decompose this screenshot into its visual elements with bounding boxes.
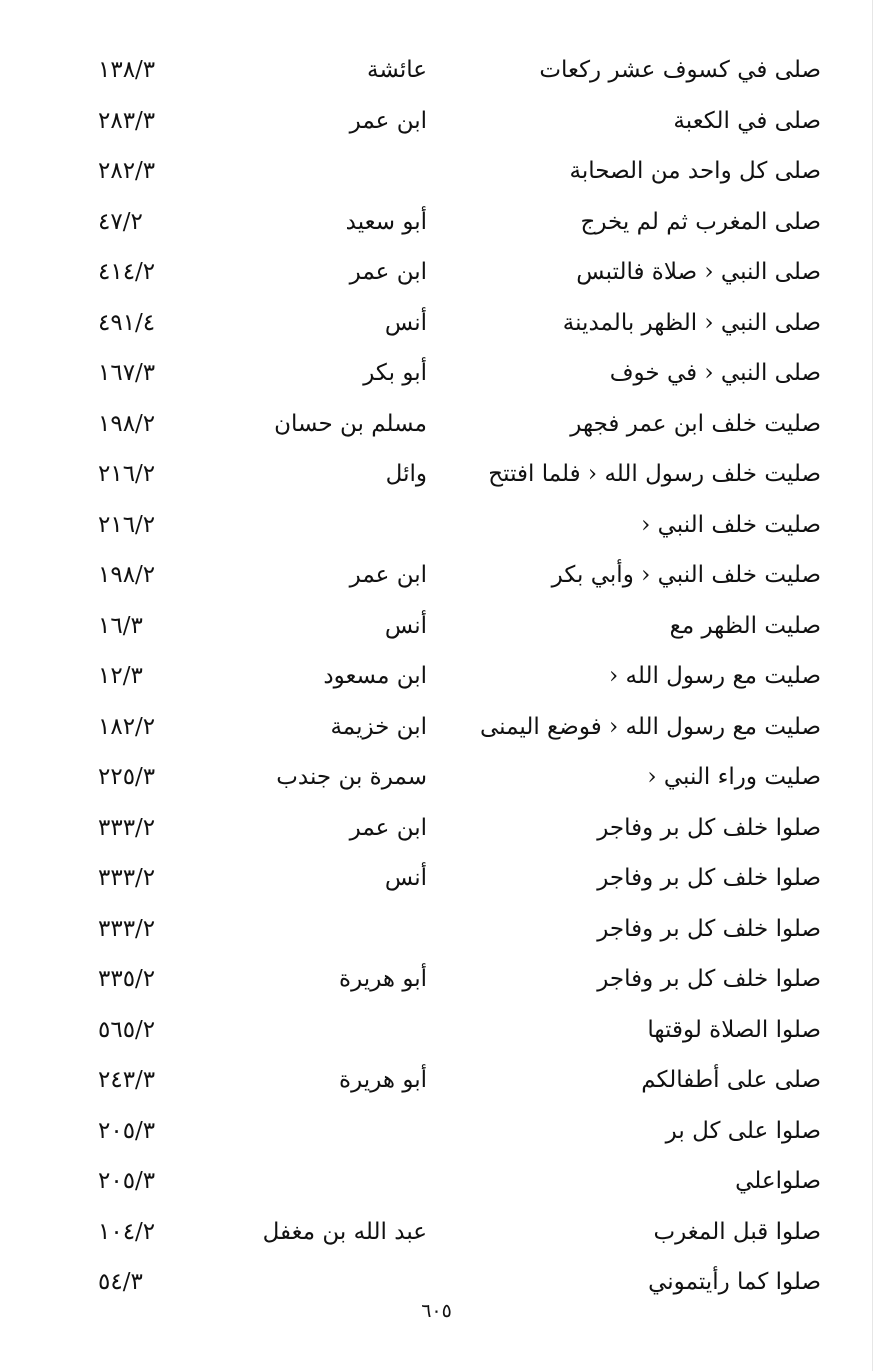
table-row bbox=[0, 1156, 873, 1207]
hadith-phrase: صلى في الكعبة bbox=[673, 107, 821, 134]
volume-page-reference: ٢٤٣/٣ bbox=[98, 1067, 156, 1093]
table-row bbox=[0, 702, 873, 753]
narrator-name: أبو هريرة bbox=[339, 966, 427, 992]
narrator-name: ابن عمر bbox=[349, 562, 427, 588]
volume-page-reference: ١٦٧/٣ bbox=[98, 360, 156, 386]
hadith-phrase: صلواعلي bbox=[735, 1168, 821, 1194]
volume-page-reference: ٢١٦/٢ bbox=[98, 461, 156, 487]
hadith-phrase: صلى النبي ‹ الظهر بالمدينة bbox=[562, 309, 821, 336]
table-row bbox=[0, 45, 873, 96]
volume-page-reference: ١٩٨/٢ bbox=[98, 562, 156, 588]
narrator-name bbox=[257, 1156, 427, 1207]
hadith-phrase: صلوا خلف كل بر وفاجر bbox=[597, 865, 821, 891]
narrator-name: ابن خزيمة bbox=[330, 713, 427, 740]
table-row bbox=[0, 146, 873, 197]
narrator-name: أنس bbox=[384, 865, 427, 891]
volume-page-reference: ٣٣٥/٢ bbox=[98, 966, 156, 992]
volume-page-reference: ٣٣٣/٢ bbox=[98, 915, 156, 942]
hadith-phrase: صلوا الصلاة لوقتها bbox=[647, 1016, 821, 1043]
table-row bbox=[0, 298, 873, 349]
hadith-phrase: صليت خلف ابن عمر فجهر bbox=[570, 410, 821, 437]
narrator-name bbox=[257, 904, 427, 955]
hadith-phrase: صلوا خلف كل بر وفاجر bbox=[597, 915, 821, 942]
hadith-phrase: صلى النبي ‹ في خوف bbox=[609, 360, 821, 386]
volume-page-reference: ٢٠٥/٣ bbox=[98, 1117, 156, 1144]
narrator-name: أبو سعيد bbox=[345, 208, 427, 235]
table-row bbox=[0, 853, 873, 904]
volume-page-reference: ٤١٤/٢ bbox=[98, 259, 156, 285]
table-row bbox=[0, 449, 873, 500]
hadith-phrase: صليت خلف النبي ‹ bbox=[641, 511, 821, 538]
table-row bbox=[0, 550, 873, 601]
hadith-phrase: صليت خلف رسول الله ‹ فلما افتتح bbox=[488, 461, 821, 487]
table-row bbox=[0, 1207, 873, 1258]
narrator-name: ابن عمر bbox=[349, 259, 427, 285]
hadith-phrase: صليت مع رسول الله ‹ فوضع اليمنى bbox=[479, 713, 821, 740]
narrator-name: سمرة بن جندب bbox=[276, 764, 427, 790]
table-row bbox=[0, 96, 873, 147]
narrator-name: ابن عمر bbox=[349, 814, 427, 841]
hadith-phrase: صلوا خلف كل بر وفاجر bbox=[597, 814, 821, 841]
narrator-name: أبو بكر bbox=[363, 360, 427, 386]
table-row bbox=[0, 1005, 873, 1056]
volume-page-reference: ١٣٨/٣ bbox=[98, 57, 156, 83]
volume-page-reference: ٣٣٣/٢ bbox=[98, 814, 156, 841]
hadith-phrase: صلوا خلف كل بر وفاجر bbox=[597, 966, 821, 992]
table-row bbox=[0, 904, 873, 955]
volume-page-reference: ٥٤/٣ bbox=[98, 1269, 143, 1295]
hadith-phrase: صلى في كسوف عشر ركعات bbox=[539, 57, 821, 83]
hadith-phrase: صلى المغرب ثم لم يخرج bbox=[580, 208, 821, 235]
volume-page-reference: ٤٧/٢ bbox=[98, 208, 143, 235]
volume-page-reference: ٢٢٥/٣ bbox=[98, 764, 156, 790]
table-row bbox=[0, 399, 873, 450]
table-row bbox=[0, 803, 873, 854]
volume-page-reference: ٢١٦/٢ bbox=[98, 511, 156, 538]
volume-page-reference: ١٢/٣ bbox=[98, 663, 143, 689]
volume-page-reference: ٤٩١/٤ bbox=[98, 309, 156, 336]
volume-page-reference: ١٨٢/٢ bbox=[98, 713, 156, 740]
table-row bbox=[0, 752, 873, 803]
hadith-phrase: صليت خلف النبي ‹ وأبي بكر bbox=[551, 562, 821, 588]
narrator-name bbox=[257, 500, 427, 551]
hadith-phrase: صليت وراء النبي ‹ bbox=[647, 764, 821, 790]
page-number: ٦٠٥ bbox=[421, 1300, 452, 1322]
narrator-name bbox=[257, 1005, 427, 1056]
table-row bbox=[0, 651, 873, 702]
table-row bbox=[0, 954, 873, 1005]
narrator-name: وائل bbox=[385, 461, 427, 487]
volume-page-reference: ٥٦٥/٢ bbox=[98, 1016, 156, 1043]
hadith-phrase: صلوا كما رأيتموني bbox=[648, 1269, 821, 1295]
narrator-name: عبد الله بن مغفل bbox=[262, 1218, 427, 1245]
narrator-name bbox=[257, 1106, 427, 1157]
table-row bbox=[0, 500, 873, 551]
narrator-name: ابن عمر bbox=[349, 107, 427, 134]
table-row bbox=[0, 1106, 873, 1157]
table-row bbox=[0, 197, 873, 248]
volume-page-reference: ٣٣٣/٢ bbox=[98, 865, 156, 891]
volume-page-reference: ٢٨٢/٣ bbox=[98, 158, 156, 184]
volume-page-reference: ١٩٨/٢ bbox=[98, 410, 156, 437]
hadith-index-table bbox=[0, 45, 873, 1308]
hadith-phrase: صلوا على كل بر bbox=[665, 1117, 821, 1144]
table-row bbox=[0, 1055, 873, 1106]
table-row bbox=[0, 601, 873, 652]
volume-page-reference: ٢٠٥/٣ bbox=[98, 1168, 156, 1194]
hadith-phrase: صلى على أطفالكم bbox=[641, 1067, 821, 1093]
narrator-name: عائشة bbox=[367, 57, 427, 83]
hadith-phrase: صلوا قبل المغرب bbox=[653, 1218, 821, 1245]
hadith-phrase: صلى النبي ‹ صلاة فالتبس bbox=[576, 259, 821, 285]
narrator-name bbox=[257, 146, 427, 197]
narrator-name: أنس bbox=[384, 612, 427, 639]
narrator-name: أنس bbox=[384, 309, 427, 336]
narrator-name: مسلم بن حسان bbox=[274, 410, 427, 437]
narrator-name: أبو هريرة bbox=[339, 1067, 427, 1093]
table-row bbox=[0, 348, 873, 399]
volume-page-reference: ١٦/٣ bbox=[98, 612, 143, 639]
hadith-phrase: صليت الظهر مع bbox=[669, 612, 821, 639]
table-row bbox=[0, 247, 873, 298]
volume-page-reference: ٢٨٣/٣ bbox=[98, 107, 156, 134]
hadith-phrase: صلى كل واحد من الصحابة bbox=[569, 158, 821, 184]
volume-page-reference: ١٠٤/٢ bbox=[98, 1218, 156, 1245]
hadith-phrase: صليت مع رسول الله ‹ bbox=[609, 663, 821, 689]
narrator-name: ابن مسعود bbox=[323, 663, 427, 689]
